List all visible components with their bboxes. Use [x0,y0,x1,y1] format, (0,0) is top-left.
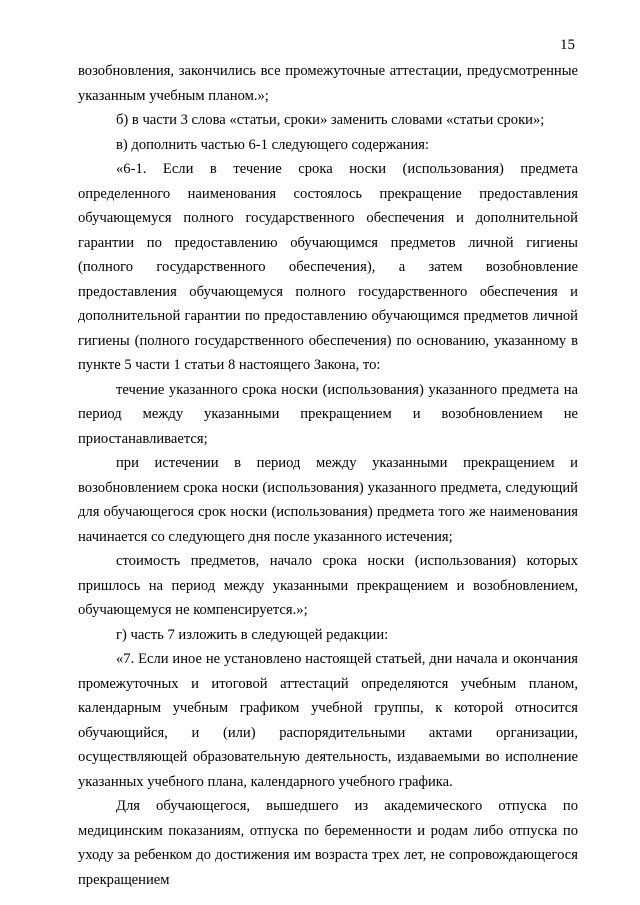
paragraph-item-v: в) дополнить частью 6-1 следующего содержания: [116,136,430,153]
paragraph-term-expiry: при истечении в период между указанными прекращением и возобновлением срока носки (использования) указанного предмета, следующий для обучающегося срок носки (использования) предмета того же наименования начинается со следующего дня после указанного истечения; [78,455,578,545]
paragraph-cost-not-compensated: стоимость предметов, начало срока носки (использования) которых пришлось на период между указанными прекращением и возобновлением, обучающемуся не компенсируется.»; [78,553,578,618]
paragraph-part-7: «7. Если иное не установлено настоящей статьей, дни начала и окончания промежуточных и итоговой аттестаций определяются учебным планом, календарным учебным графиком учебной группы, к которой относится обучающийся, и (или) распорядительными актами организации, осуществляющей образовательную деятельность, издаваемыми во исполнение указанных учебного плана, календарного учебного графика. [78,651,578,790]
paragraph-part-6-1: «6-1. Если в течение срока носки (использования) предмета определенного наименования состоялось прекращение предоставления обучающемуся полного государственного обеспечения и дополнительной гарантии по предоставлению обучающимся предметов личной гигиены (полного государственного обеспечения), а затем возобновление предоставления обучающемуся полного государственного обеспечения и дополнительной гарантии по предоставлению обучающимся предметов личной гигиены (полного государственного обеспечения) по основанию, указанному в пункте 5 части 1 статьи 8 настоящего Закона, то: [78,161,578,373]
page-number: 15 [560,37,575,53]
paragraph-term-not-suspended: течение указанного срока носки (использования) указанного предмета на период между указанными прекращением и возобновлением не приостанавливается; [78,381,578,447]
paragraph-item-b: б) в части 3 слова «статьи, сроки» заменить словами «статьи сроки»; [116,112,545,128]
document-body [78,59,578,892]
paragraph-continuation: возобновления, закончились все промежуточные аттестации, предусмотренные указанным учебным планом.»; [78,63,578,104]
paragraph-academic-leave: Для обучающегося, вышедшего из академического отпуска по медицинским показаниям, отпуска по беременности и родам либо отпуска по уходу за ребенком до достижения им возраста трех лет, не сопровождающегося прекращением [78,798,578,888]
paragraph-item-g: г) часть 7 изложить в следующей редакции: [116,626,389,643]
